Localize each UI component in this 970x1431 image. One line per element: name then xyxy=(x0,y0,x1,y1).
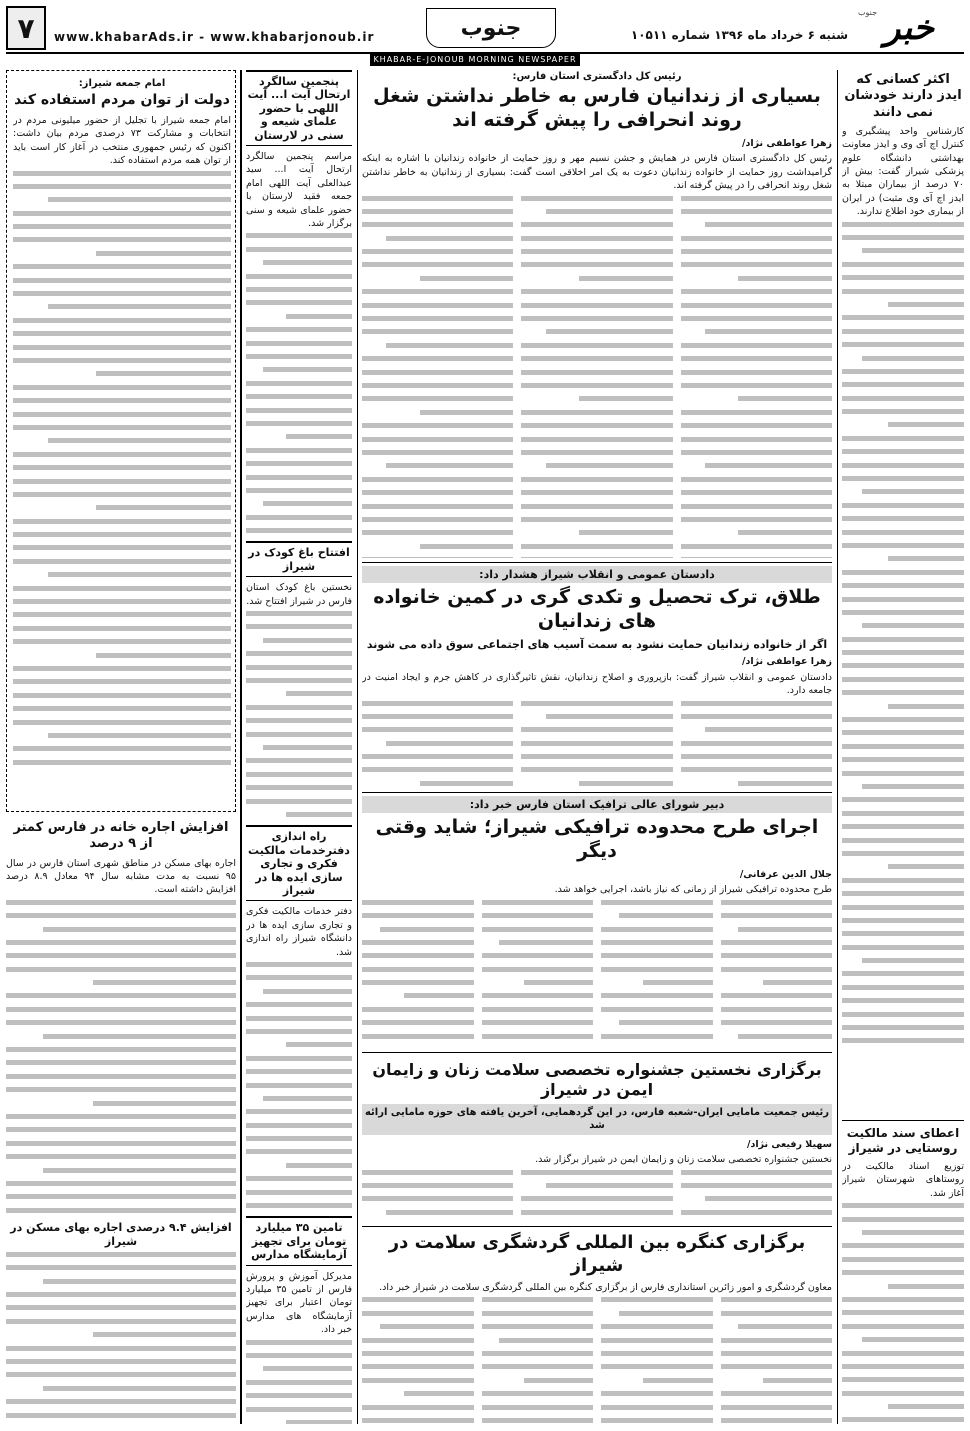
main-story xyxy=(362,68,832,558)
article-body-text xyxy=(601,900,713,1046)
right-column-title: اکثر کسانی که ایدز دارند خودشان نمی دانند xyxy=(844,72,962,120)
left-column-title[interactable]: دولت از توان مردم استفاده کند xyxy=(14,92,230,109)
festival-story-columns xyxy=(362,1170,832,1222)
divorce-story-lead: دادستان عمومی و انقلاب شیراز گفت: بازپروری و اصلاح زندانیان، نقش تاثیرگذاری در کاهش جرم و ایجاد امنیت در جامعه دارد. xyxy=(362,671,832,697)
divorce-story xyxy=(362,566,832,786)
right-column-bottom xyxy=(842,1124,964,1424)
english-name-bar: KHABAR-E-JONOUB MORNING NEWSPAPER xyxy=(370,54,580,66)
right-column xyxy=(842,70,964,1110)
article-body-text xyxy=(362,900,474,1046)
middle-title-4[interactable]: تامین ۳۵ میلیارد تومان برای تجهیز آزمایشگاه مدارس xyxy=(246,1216,352,1265)
column-divider xyxy=(241,70,242,1424)
festival-story-lead: نخستین جشنواره تخصصی سلامت زنان و زایمان ایمن در شیراز برگزار شد. xyxy=(535,1154,832,1166)
newspaper-logo xyxy=(854,6,964,50)
article-body-text xyxy=(521,196,672,558)
article-body-text xyxy=(721,1297,833,1424)
divorce-story-byline: زهرا عواطفی نژاد/ xyxy=(741,656,832,668)
traffic-story-columns xyxy=(362,900,832,1046)
congress-story-columns xyxy=(362,1297,832,1424)
column-divider xyxy=(240,70,241,1424)
traffic-story-byline: جلال الدین عرفانی/ xyxy=(739,868,832,880)
right-bottom-title: اعطای سند مالکیت روستایی در شیراز xyxy=(846,1126,960,1155)
congress-story xyxy=(362,1230,832,1424)
main-story-byline: زهرا عواطفی نژاد/ xyxy=(741,137,832,149)
middle-title-3[interactable]: راه اندازی دفترخدمات مالکیت فکری و تجاری سازی ایده ها در شیراز xyxy=(246,825,352,901)
left-column xyxy=(13,75,231,809)
article-body-text xyxy=(13,171,231,765)
traffic-story-kicker: دبیر شورای عالی ترافیک استان فارس خبر داد: xyxy=(362,796,832,813)
main-story-columns xyxy=(362,196,832,558)
website-urls[interactable]: www.khabarAds.ir - www.khabarjonoub.ir xyxy=(54,30,375,44)
left-column-kicker: امام جمعه شیراز: xyxy=(78,78,166,89)
article-body-text xyxy=(681,196,832,558)
festival-story-byline: سهیلا رفیعی نژاد/ xyxy=(747,1138,832,1150)
article-body-text xyxy=(246,611,352,817)
article-body-text xyxy=(362,1297,474,1424)
article-body-text xyxy=(721,900,833,1046)
divorce-story-kicker: دادستان عمومی و انقلاب شیراز هشدار داد: xyxy=(362,566,832,583)
main-story-lead: رئیس کل دادگستری استان فارس در همایش و جشن نسیم مهر و روز حمایت از خانواده زندانیان با اشاره به اینکه گرامیداشت روز حمایت از خانواده زندانیان دعوت به یک امر اخلاقی است گفت: بسیاری از زندانیان به خاطر نداشتن شغل روند انحرافی را در پیش گرفته اند. xyxy=(362,153,832,192)
divorce-story-columns xyxy=(362,701,832,786)
divider xyxy=(362,562,832,563)
middle-title-2[interactable]: افتتاح باغ کودک در شیراز xyxy=(246,541,352,577)
divider xyxy=(362,1052,832,1053)
middle-lead-2: نخستین باغ کودک استان فارس در شیراز افتتاح شد. xyxy=(246,582,352,607)
traffic-story xyxy=(362,796,832,1046)
article-body-text xyxy=(6,900,236,1213)
middle-lead-4: مدیرکل آموزش و پرورش فارس از تامین ۳۵ میلیارد تومان اعتبار برای تجهیز آزمایشگاه های مدارس خبر داد. xyxy=(246,1270,352,1336)
article-body-text xyxy=(362,1170,513,1222)
article-body-text xyxy=(6,1252,236,1424)
article-body-text xyxy=(601,1297,713,1424)
middle-lead-1: مراسم پنجمین سالگرد ارتحال آیت ا... سید عبدالعلی آیت اللهی امام جمعه فقید لارستان با حضور علمای شیعه و سنی برگزار شد. xyxy=(246,151,352,230)
article-body-text xyxy=(482,1297,594,1424)
left-column-bottom xyxy=(6,818,236,1424)
article-body-text xyxy=(482,900,594,1046)
main-story-headline[interactable]: بسیاری از زندانیان فارس به خاطر نداشتن شغل روند انحرافی را پیش گرفته اند xyxy=(373,85,821,132)
left-bottom-subtitle: افزایش ۹.۴ درصدی اجاره بهای مسکن در شیراز xyxy=(10,1221,232,1248)
page-number: ۷ xyxy=(6,6,46,50)
article-body-text xyxy=(246,233,352,533)
section-title: جنوب xyxy=(426,8,556,48)
congress-story-headline[interactable]: برگزاری کنگره بین المللی گردشگری سلامت در شیراز xyxy=(388,1232,806,1276)
column-divider xyxy=(837,70,838,1424)
festival-story-subhead: رئیس جمعیت مامایی ایران-شعبه فارس، در این گردهمایی، آخرین یافته های حوزه مامایی ارائه شد xyxy=(362,1104,832,1135)
left-column-box xyxy=(6,70,236,812)
article-body-text xyxy=(681,1170,832,1222)
logo-subtext: جنوب xyxy=(858,8,878,17)
divider xyxy=(362,792,832,793)
article-body-text xyxy=(362,701,513,786)
divorce-story-headline[interactable]: طلاق، ترک تحصیل و تکدی گری در کمین خانواده های زندانیان xyxy=(373,586,821,633)
article-body-text xyxy=(246,962,352,1208)
divider xyxy=(842,1120,964,1121)
article-body-text xyxy=(681,701,832,786)
article-body-text xyxy=(521,1170,672,1222)
article-body-text xyxy=(842,222,964,1044)
article-body-text xyxy=(362,196,513,558)
right-bottom-lead: توزیع اسناد مالکیت در روستاهای شهرستان شیراز آغاز شد. xyxy=(842,1161,964,1199)
traffic-story-headline[interactable]: اجرای طرح محدوده ترافیکی شیراز؛ شاید وقتی دیگر xyxy=(375,816,819,863)
left-bottom-lead: اجاره بهای مسکن در مناطق شهری استان فارس در سال ۹۵ نسبت به مدت مشابه سال ۹۴ معادل ۸.۹ درصد افزایش داشته است. xyxy=(6,857,236,896)
logo-text: خبر xyxy=(883,8,935,48)
middle-lead-3: دفتر خدمات مالکیت فکری و تجاری سازی ایده ها در دانشگاه شیراز راه اندازی شد. xyxy=(246,906,352,958)
issue-info: شنبه ۶ خرداد ماه ۱۳۹۶ شماره ۱۰۵۱۱ xyxy=(630,28,848,42)
divorce-story-subhead: اگر از خانواده زندانیان حمایت نشود به سمت آسیب های اجتماعی سوق داده می شوند xyxy=(366,637,828,651)
right-column-lead: کارشناس واحد پیشگیری و کنترل اچ آی وی و ایدز معاونت بهداشتی دانشگاه علوم پزشکی شیراز گفت: بیش از ۷۰ درصد از بیماران مبتلا به ایدز اچ آی وی مثبت) در ایران از بیماری خود اطلاع ندارند. xyxy=(842,125,964,218)
left-bottom-title[interactable]: افزایش اجاره خانه در فارس کمتر از ۹ درصد xyxy=(13,820,229,852)
congress-story-lead: معاون گردشگری و امور زائرین استانداری فارس از برگزاری کنگره بین المللی گردشگری سلامت در شیراز خبر داد. xyxy=(379,1282,832,1293)
middle-column xyxy=(246,70,352,1424)
article-body-text xyxy=(521,701,672,786)
middle-title-1[interactable]: پنجمین سالگرد ارتحال آیت ا... آیت اللهی با حضور علمای شیعه و سنی در لارستان xyxy=(246,70,352,146)
article-body-text xyxy=(246,1340,352,1424)
main-story-kicker: رئیس کل دادگستری استان فارس: xyxy=(512,71,682,82)
divider xyxy=(362,1226,832,1227)
left-column-lead: امام جمعه شیراز با تجلیل از حضور میلیونی مردم در انتخابات و مشارکت ۷۳ درصدی مردم بیان داشت: اکنون که رئیس جمهوری منتخب در آغاز کار است باید از توان همه مردم استفاده کند. xyxy=(13,114,231,167)
festival-story xyxy=(362,1058,832,1222)
article-body-text xyxy=(842,1203,964,1424)
column-divider xyxy=(357,70,358,1424)
festival-story-headline[interactable]: برگزاری نخستین جشنواره تخصصی سلامت زنان و زایمان ایمن در شیراز xyxy=(372,1060,822,1099)
traffic-story-lead: طرح محدوده ترافیکی شیراز از زمانی که نیاز باشد، اجرایی خواهد شد. xyxy=(554,884,832,896)
masthead xyxy=(6,6,964,54)
